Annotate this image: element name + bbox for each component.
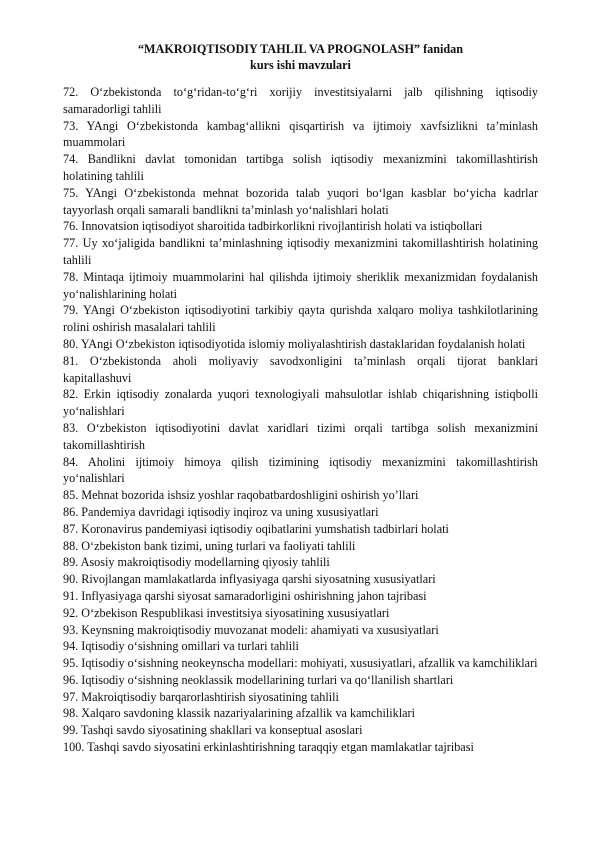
- topic-item: 75. YAngi O‘zbekistonda mehnat bozorida talab yuqori bo‘lgan kasblar bo‘yicha kadrlar tayyorlash orqali samarali bandlikni ta’minlash yo‘nalishlari holati: [63, 185, 538, 217]
- topic-item: 94. Iqtisodiy o‘sishning omillari va turlari tahlili: [63, 639, 299, 654]
- topic-item: 80. YAngi O‘zbekiston iqtisodiyotida islomiy moliyalashtirish dastaklaridan foydalanish holati: [63, 336, 526, 351]
- topic-item: 83. O‘zbekiston iqtisodiyotini davlat xaridlari tizimi orqali tartibga solish mexanizmini takomillashtirish: [63, 420, 538, 452]
- document-subtitle: kurs ishi mavzulari: [250, 58, 351, 72]
- topic-item: 92. O‘zbekison Respublikasi investitsiya siyosatining xususiyatlari: [63, 605, 390, 620]
- document-title: “MAKROIQTISODIY TAHLIL VA PROGNOLASH” fanidan: [137, 42, 464, 56]
- topic-item: 89. Asosiy makroiqtisodiy modellarning qiyosiy tahlili: [63, 555, 330, 570]
- topic-item: 90. Rivojlangan mamlakatlarda inflyasiyaga qarshi siyosatning xususiyatlari: [63, 572, 436, 587]
- document-page: [63, 41, 538, 756]
- topic-item: 86. Pandemiya davridagi iqtisodiy inqiroz va uning xususiyatlari: [63, 504, 379, 519]
- topic-item: 93. Keynsning makroiqtisodiy muvozanat modeli: ahamiyati va xususiyatlari: [63, 622, 439, 637]
- topic-item: 77. Uy xo‘jaligida bandlikni ta’minlashning iqtisodiy mexanizmini takomillashtirish holatining tahlili: [63, 236, 538, 267]
- topic-item: 73. YAngi O‘zbekistonda kambag‘allikni qisqartirish va ijtimoiy xavfsizlikni ta’minlash muammolari: [63, 118, 538, 150]
- topic-item: 88. O‘zbekiston bank tizimi, uning turlari va faoliyati tahlili: [63, 538, 356, 553]
- topic-list: [63, 84, 538, 756]
- topic-item: 97. Makroiqtisodiy barqarorlashtirish siyosatining tahlili: [63, 689, 339, 704]
- topic-item: 87. Koronavirus pandemiyasi iqtisodiy oqibatlarini yumshatish tadbirlari holati: [63, 521, 449, 536]
- topic-item: 76. Innovatsion iqtisodiyot sharoitida tadbirkorlikni rivojlantirish holati va istiqbollari: [63, 219, 483, 234]
- topic-item: 72. O‘zbekistonda to‘g‘ridan-to‘g‘ri xorijiy investitsiyalarni jalb qilishning iqtisodiy samaradorligi tahlili: [63, 85, 538, 116]
- topic-item: 98. Xalqaro savdoning klassik nazariyalarining afzallik va kamchiliklari: [63, 706, 415, 721]
- topic-item: 81. O‘zbekistonda aholi moliyaviy savodxonligini ta’minlash orqali tijorat banklari kapitallashuvi: [63, 353, 538, 385]
- topic-item: 74. Bandlikni davlat tomonidan tartibga solish iqtisodiy mexanizmini takomillashtirish holatining tahlili: [63, 152, 538, 183]
- topic-item: 78. Mintaqa ijtimoiy muammolarini hal qilishda ijtimoiy sheriklik mexanizmidan foydalanish yo‘nalishlarining holati: [63, 269, 538, 301]
- topic-item: 84. Aholini ijtimoiy himoya qilish tizimining iqtisodiy mexanizmini takomillashtirish yo‘nalishlari: [63, 454, 538, 486]
- topic-item: 99. Tashqi savdo siyosatining shakllari va konseptual asoslari: [63, 723, 363, 738]
- topic-item: 95. Iqtisodiy o‘sishning neokeynscha modellari: mohiyati, xususiyatlari, afzallik va kamchiliklari: [63, 656, 538, 671]
- topic-item: 85. Mehnat bozorida ishsiz yoshlar raqobatbardoshligini oshirish yo’llari: [63, 488, 419, 503]
- topic-item: 82. Erkin iqtisodiy zonalarda yuqori texnologiyali mahsulotlar ishlab chiqarishning istiqbolli yo‘nalishlari: [63, 387, 538, 419]
- topic-item: 91. Inflyasiyaga qarshi siyosat samaradorligini oshirishning jahon tajribasi: [63, 588, 427, 603]
- topic-item: 79. YAngi O‘zbekiston iqtisodiyotini tarkibiy qayta qurishda xalqaro moliya tashkilotlarining rolini oshirish masalalari tahlili: [63, 303, 538, 335]
- topic-item: 96. Iqtisodiy o‘sishning neoklassik modellarining turlari va qo‘llanilish shartlari: [63, 672, 454, 687]
- topic-item: 100. Tashqi savdo siyosatini erkinlashtirishning taraqqiy etgan mamlakatlar tajribasi: [63, 740, 474, 755]
